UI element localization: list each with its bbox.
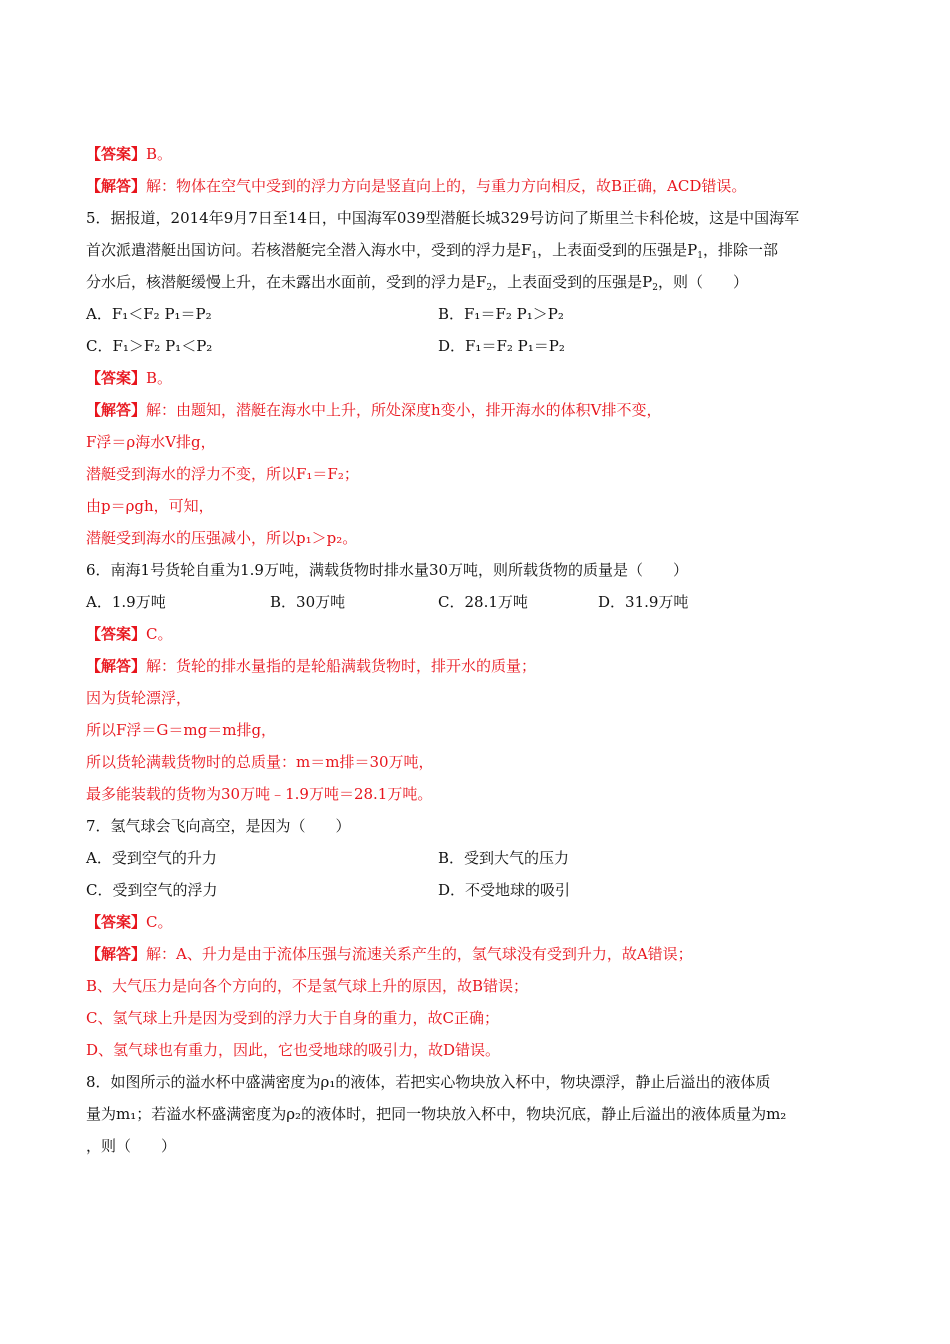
solution-tag: 【解答】 (86, 657, 147, 675)
solution-text: 解：由题知，潜艇在海水中上升，所处深度h变小，排开海水的体积V排不变， (146, 401, 662, 419)
q6-solution-line-2: 因为货轮漂浮， (86, 689, 192, 707)
q4-answer (86, 143, 172, 165)
q5-option-d: D．F₁＝F₂ P₁＝P₂ (438, 337, 565, 355)
answer-tag: 【答案】 (86, 913, 147, 931)
solution-text: 解：物体在空气中受到的浮力方向是竖直向上的，与重力方向相反，故B正确，ACD错误。 (146, 177, 747, 195)
solution-tag: 【解答】 (86, 945, 147, 963)
subscript: 2 (486, 283, 493, 293)
q6-solution-line-1 (86, 655, 536, 677)
answer-value: C。 (146, 625, 173, 643)
q8-stem-line-3: ，则（ ） (86, 1137, 177, 1155)
q8-stem-line-2: 量为m₁；若溢水杯盛满密度为ρ₂的液体时，把同一物块放入杯中，物块沉底，静止后溢出的液体质量为m₂ (86, 1105, 787, 1123)
q5-solution-line-3: 潜艇受到海水的浮力不变，所以F₁＝F₂； (86, 465, 359, 483)
q5-solution-line-5: 潜艇受到海水的压强减小，所以p₁＞p₂。 (86, 529, 358, 547)
solution-tag: 【解答】 (86, 177, 147, 195)
q8-stem-line-1: 8．如图所示的溢水杯中盛满密度为ρ₁的液体，若把实心物块放入杯中，物块漂浮，静止后溢出的液体质 (86, 1073, 771, 1091)
q5-solution-line-2: F浮＝ρ海水V排g， (86, 433, 216, 451)
q5-stem-text: ，上表面受到的压强是P (537, 241, 698, 259)
q7-stem: 7．氢气球会飞向高空，是因为（ ） (86, 817, 351, 835)
solution-text: 解：货轮的排水量指的是轮船满载货物时，排开水的质量； (146, 657, 537, 675)
answer-tag: 【答案】 (86, 625, 147, 643)
q7-solution-line-3: C、氢气球上升是因为受到的浮力大于自身的重力，故C正确； (86, 1009, 499, 1027)
q7-solution-line-4: D、氢气球也有重力，因此，它也受地球的吸引力，故D错误。 (86, 1041, 501, 1059)
q5-option-b: B．F₁＝F₂ P₁＞P₂ (438, 305, 564, 323)
q6-option-a: A．1.9万吨 (86, 593, 166, 611)
q5-stem-text: 首次派遣潜艇出国访问。若核潜艇完全潜入海水中，受到的浮力是F (86, 241, 532, 259)
q7-answer (86, 911, 173, 933)
q7-option-a: A．受到空气的升力 (86, 849, 217, 867)
q5-stem-text: ，上表面受到的压强是P (492, 273, 653, 291)
q4-solution (86, 175, 746, 197)
q5-stem-text: 分水后，核潜艇缓慢上升，在未露出水面前，受到的浮力是F (86, 273, 487, 291)
answer-value: C。 (146, 913, 173, 931)
q7-option-d: D．不受地球的吸引 (438, 881, 571, 899)
q6-option-b: B．30万吨 (270, 593, 346, 611)
answer-tag: 【答案】 (86, 145, 147, 163)
q7-option-b: B．受到大气的压力 (438, 849, 570, 867)
q5-stem-line-1: 5．据报道，2014年9月7日至14日，中国海军039型潜艇长城329号访问了斯里兰卡科伦坡，这是中国海军 (86, 209, 800, 227)
q6-answer (86, 623, 173, 645)
q6-option-d: D．31.9万吨 (598, 593, 689, 611)
q5-stem-line-2 (86, 239, 778, 267)
subscript: 1 (531, 251, 538, 261)
q5-stem-text: ，则（ ） (658, 273, 749, 291)
subscript: 2 (652, 283, 658, 293)
q6-stem: 6．南海1号货轮自重为1.9万吨，满载货物时排水量30万吨，则所载货物的质量是（ ） (86, 561, 689, 579)
q6-solution-line-3: 所以F浮＝G＝mg＝m排g， (86, 721, 277, 739)
subscript: 1 (697, 251, 703, 261)
q5-answer (86, 367, 172, 389)
q7-option-c: C．受到空气的浮力 (86, 881, 218, 899)
q6-solution-line-4: 所以货轮满载货物时的总质量：m＝m排＝30万吨， (86, 753, 434, 771)
answer-value: B。 (146, 369, 173, 387)
q5-solution-line-4: 由p＝ρgh，可知， (86, 497, 214, 515)
q6-solution-line-5: 最多能装载的货物为30万吨﹣1.9万吨＝28.1万吨。 (86, 785, 433, 803)
answer-value: B。 (146, 145, 173, 163)
q5-solution-line-1 (86, 399, 662, 421)
q7-solution-line-1 (86, 943, 693, 965)
q5-stem-line-3 (86, 271, 748, 299)
answer-tag: 【答案】 (86, 369, 147, 387)
solution-text: 解：A、升力是由于流体压强与流速关系产生的，氢气球没有受到升力，故A错误； (146, 945, 693, 963)
q6-option-c: C．28.1万吨 (438, 593, 528, 611)
q5-stem-text: ，排除一部 (703, 241, 779, 259)
q5-option-c: C．F₁＞F₂ P₁＜P₂ (86, 337, 213, 355)
q7-solution-line-2: B、大气压力是向各个方向的，不是氢气球上升的原因，故B错误； (86, 977, 529, 995)
q5-option-a: A．F₁＜F₂ P₁＝P₂ (86, 305, 212, 323)
solution-tag: 【解答】 (86, 401, 147, 419)
